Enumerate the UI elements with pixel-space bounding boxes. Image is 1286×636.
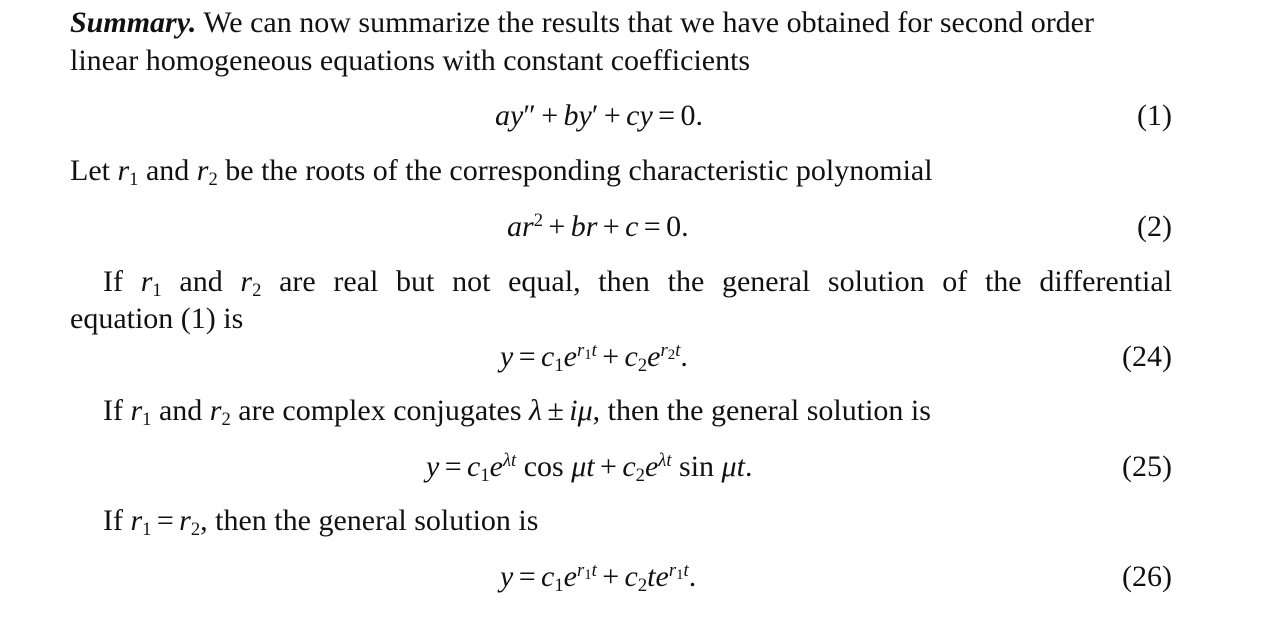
equation-label-25: (25) bbox=[1122, 450, 1172, 483]
equation-label-1: (1) bbox=[1137, 99, 1172, 132]
case-real-line-1: If $r_1$ and $r_2$ are real but not equal, then the general solution of the differential bbox=[103, 265, 1173, 302]
equation-label-24: (24) bbox=[1122, 340, 1172, 373]
summary-heading: Summary. bbox=[70, 6, 197, 39]
equation-25: $y = c_1e^{\lambda t}$ $\cos \mu t + c_2e^{\lambda t}$ sin μt. bbox=[426, 449, 753, 487]
equation-2: $ar^2$ + br + c = 0. bbox=[507, 209, 689, 243]
summary-line-1 bbox=[70, 6, 1094, 40]
equation-label-2: (2) bbox=[1137, 210, 1172, 243]
equation-label-26: (26) bbox=[1122, 560, 1172, 593]
summary-intro-text: We can now summarize the results that we have obtained for second order bbox=[203, 6, 1094, 39]
case-real-line-2: equation (1) is bbox=[70, 302, 244, 335]
summary-line-2: linear homogeneous equations with constant coefficients bbox=[70, 44, 751, 77]
equation-24: $y = c_1e^{r_1t} + c_2e^{r_2t}$. bbox=[500, 339, 688, 377]
equation-1: ay″ + by′ + cy = 0. bbox=[495, 99, 703, 132]
case-repeated-line: If $r_1 = r_2$, then the general solution is bbox=[103, 504, 539, 541]
equation-26: $y = c_1e^{r_1t} + c_2te^{r_1t}$. bbox=[500, 559, 697, 597]
case-complex-line: If $r_1$ and $r_2$ are complex conjugates λ ± iμ, then the general solution is bbox=[103, 394, 931, 431]
roots-sentence: Let $r_1$ and $r_2$ be the roots of the corresponding characteristic polynomial bbox=[70, 154, 933, 191]
